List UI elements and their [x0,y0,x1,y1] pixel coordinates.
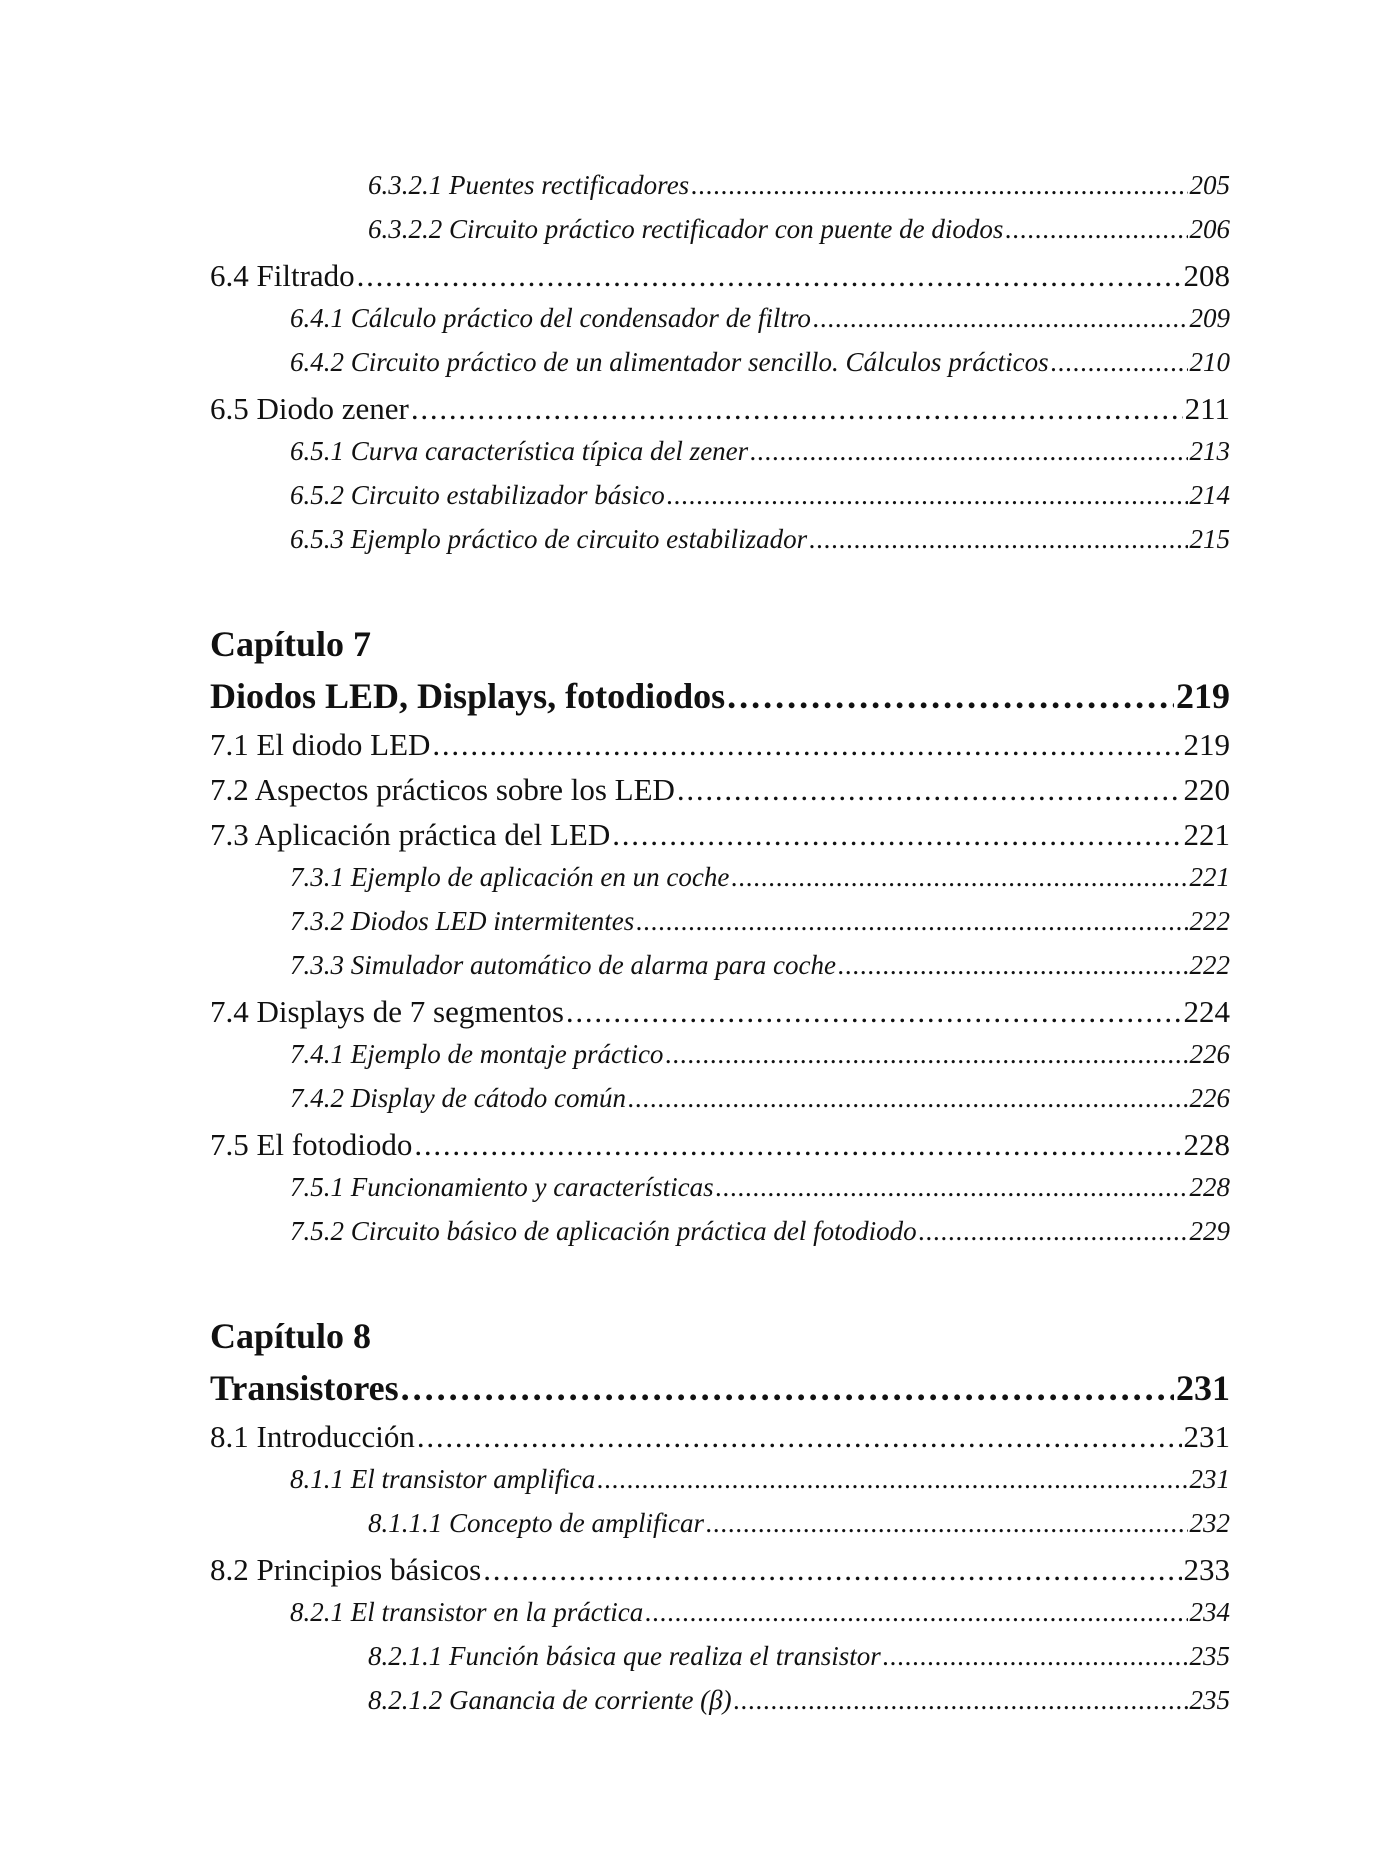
toc-entry-title: 8.2.1.2 Ganancia de corriente (β) [368,1685,732,1715]
toc-entry-title: 6.5 Diodo zener [210,391,409,426]
leader-dots [727,675,1174,717]
toc-entry[interactable] [368,1508,1230,1539]
toc-entry-title: 6.5.3 Ejemplo práctico de circuito estabilizador [290,524,808,554]
toc-entry-page: 211 [1184,391,1230,426]
toc-entry-page: 222 [1189,950,1230,980]
leader-dots [1005,214,1187,245]
toc-entry[interactable] [210,994,1230,1030]
leader-dots [838,950,1188,981]
toc-entry-title: 6.3.2.2 Circuito práctico rectificador con puente de diodos [368,214,1004,244]
toc-entry-page: 232 [1189,1508,1230,1538]
toc-entry[interactable] [290,1597,1230,1628]
toc-entry-page: 220 [1183,772,1230,807]
leader-dots [731,862,1187,893]
chapter-title-row [210,1367,1230,1409]
toc-entry-title: 7.1 El diodo LED [210,727,431,762]
toc-entry-title: 8.1.1 El transistor amplifica [290,1464,596,1494]
leader-dots [734,1685,1188,1716]
toc-entry-page: 231 [1189,1464,1230,1494]
toc-entry-page: 231 [1183,1419,1230,1454]
toc-entry-page: 209 [1189,303,1230,333]
toc-entry-title: 8.2.1 El transistor en la práctica [290,1597,644,1627]
toc-entry[interactable] [210,1552,1230,1588]
toc-entry[interactable] [290,347,1230,378]
toc-entry-page: 229 [1189,1216,1230,1246]
leader-dots [636,906,1187,937]
toc-entry-title: 6.4 Filtrado [210,258,355,293]
toc-entry[interactable] [290,1083,1230,1114]
toc-entry-title: 8.1 Introducción [210,1419,415,1454]
leader-dots [645,1597,1187,1628]
leader-dots [750,436,1187,467]
toc-entry-page: 228 [1183,1127,1230,1162]
leader-dots [612,817,1181,853]
toc-entry-page: 208 [1183,258,1230,293]
toc-entry-title: 8.2.1.1 Función básica que realiza el transistor [368,1641,881,1671]
toc-entry-title: 8.1.1.1 Concepto de amplificar [368,1508,704,1538]
toc-entry[interactable] [210,727,1230,763]
toc-entry-page: 219 [1183,727,1230,762]
toc-entry[interactable] [210,1419,1230,1455]
toc-entry[interactable] [290,1464,1230,1495]
leader-dots [401,1367,1174,1409]
toc-entry-title: 6.5.2 Circuito estabilizador básico [290,480,665,510]
toc-entry[interactable] [210,258,1230,294]
leader-dots [691,170,1187,201]
toc-entry[interactable] [368,1685,1230,1716]
leader-dots [411,391,1183,427]
toc-entry-page: 224 [1183,994,1230,1029]
chapter-title: Transistores [210,1368,399,1408]
leader-dots [706,1508,1188,1539]
leader-dots [597,1464,1187,1495]
chapter-title-row [210,675,1230,717]
leader-dots [919,1216,1188,1247]
chapter-title: Diodos LED, Displays, fotodiodos [210,676,726,716]
toc-entry[interactable] [290,950,1230,981]
toc-entry[interactable] [290,1039,1230,1070]
leader-dots [667,480,1188,511]
toc-entry[interactable] [290,480,1230,511]
toc-entry-page: 206 [1189,214,1230,244]
leader-dots [432,727,1181,763]
toc-entry[interactable] [290,1172,1230,1203]
toc-entry-page: 228 [1189,1172,1230,1202]
toc-entry-page: 233 [1183,1552,1230,1587]
leader-dots [813,303,1188,334]
toc-entry[interactable] [290,436,1230,467]
chapter-page-number: 219 [1176,676,1230,716]
chapter-label: Capítulo 7 [210,624,372,664]
toc-entry-page: 235 [1189,1685,1230,1715]
leader-dots [414,1127,1181,1163]
toc-entry-title: 7.3.3 Simulador automático de alarma para coche [290,950,836,980]
toc-entry-title: 6.4.2 Circuito práctico de un alimentador sencillo. Cálculos prácticos [290,347,1049,377]
chapter-page-number: 231 [1176,1368,1230,1408]
toc-entry[interactable] [290,906,1230,937]
toc-entry-title: 8.2 Principios básicos [210,1552,482,1587]
toc-entry-title: 6.5.1 Curva característica típica del zener [290,436,749,466]
toc-entry-title: 7.2 Aspectos prácticos sobre los LED [210,772,675,807]
toc-entry-page: 221 [1183,817,1230,852]
toc-entry-page: 235 [1189,1641,1230,1671]
leader-dots [1051,347,1188,378]
toc-entry-page: 226 [1189,1039,1230,1069]
leader-dots [357,258,1182,294]
toc-entry-title: 7.3.1 Ejemplo de aplicación en un coche [290,862,730,892]
toc-entry-title: 7.4.1 Ejemplo de montaje práctico [290,1039,664,1069]
leader-dots [883,1641,1188,1672]
toc-entry-page: 215 [1189,524,1230,554]
toc-entry-title: 7.5 El fotodiodo [210,1127,413,1162]
toc-entry[interactable] [210,1127,1230,1163]
leader-dots [716,1172,1188,1203]
toc-entry[interactable] [368,214,1230,245]
toc-entry-page: 205 [1189,170,1230,200]
toc-entry-page: 213 [1189,436,1230,466]
leader-dots [628,1083,1188,1114]
toc-entry-page: 210 [1189,347,1230,377]
toc-entry-title: 7.5.2 Circuito básico de aplicación práctica del fotodiodo [290,1216,917,1246]
toc-entry-title: 7.5.1 Funcionamiento y características [290,1172,714,1202]
toc-entry-page: 234 [1189,1597,1230,1627]
toc-entry-page: 222 [1189,906,1230,936]
leader-dots [566,994,1182,1030]
leader-dots [809,524,1187,555]
leader-dots [665,1039,1187,1070]
toc-entry[interactable] [290,524,1230,555]
toc-entry-page: 226 [1189,1083,1230,1113]
toc-entry[interactable] [210,391,1230,427]
toc-entry[interactable] [290,303,1230,334]
toc-entry-title: 7.3 Aplicación práctica del LED [210,817,611,852]
toc-entry-title: 6.4.1 Cálculo práctico del condensador de filtro [290,303,811,333]
toc-entry-title: 6.3.2.1 Puentes rectificadores [368,170,690,200]
toc-entry[interactable] [368,170,1230,201]
toc-entry-title: 7.4.2 Display de cátodo común [290,1083,626,1113]
toc-entry[interactable] [290,1216,1230,1247]
toc-entry[interactable] [368,1641,1230,1672]
toc-entry-page: 214 [1189,480,1230,510]
toc-entry[interactable] [290,862,1230,893]
toc-entry-title: 7.4 Displays de 7 segmentos [210,994,564,1029]
leader-dots [417,1419,1182,1455]
chapter-label: Capítulo 8 [210,1316,372,1356]
leader-dots [483,1552,1181,1588]
leader-dots [677,772,1182,808]
toc-entry[interactable] [210,817,1230,853]
toc-entry[interactable] [210,772,1230,808]
toc-entry-page: 221 [1189,862,1230,892]
toc-entry-title: 7.3.2 Diodos LED intermitentes [290,906,635,936]
